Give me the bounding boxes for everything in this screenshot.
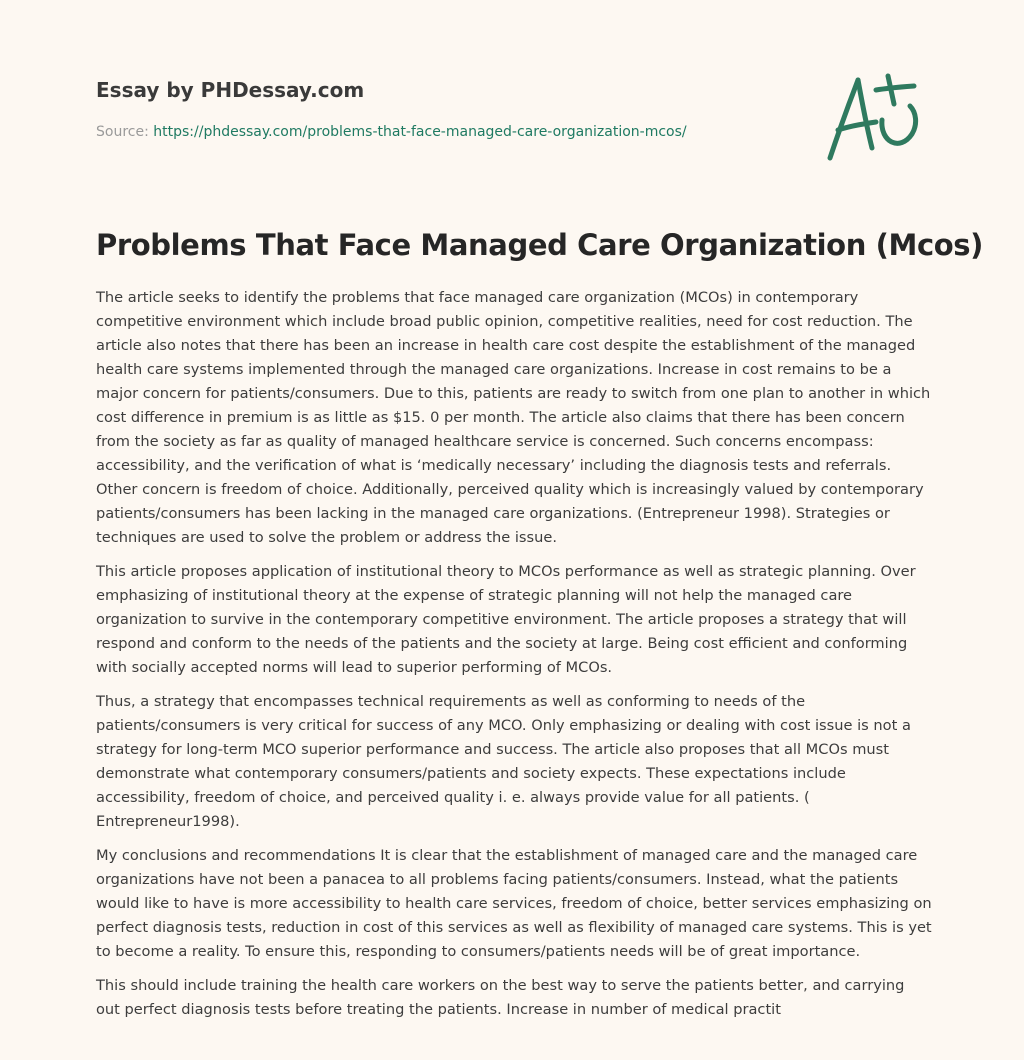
source-label: Source:	[96, 124, 154, 140]
essay-paragraph: The article seeks to identify the problems that face managed care organization (MCOs) in contemporary competitive environment which include broad public opinion, competitive realities, need for cost reduction. The article also notes that there has been an increase in health care cost despite the establishment of the managed health care systems implemented through the managed care organizations. Increase in cost remains to be a major concern for patients/consumers. Due to this, patients are ready to switch from one plan to another in which cost difference in premium is as little as $15. 0 per month. The article also claims that there has been concern from the society as far as quality of managed healthcare service is concerned. Such concerns encompass: accessibility, and the verification of what is ‘medically necessary’ including the diagnosis tests and referrals. Other concern is freedom of choice. Additionally, perceived quality which is increasingly valued by contemporary patients/consumers has been lacking in the managed care organizations. (Entrepreneur 1998). Strategies or techniques are used to solve the problem or address the issue.	[96, 289, 931, 546]
essay-body	[96, 286, 932, 1032]
site-title: Essay by PHDessay.com	[96, 78, 365, 102]
essay-paragraph: Thus, a strategy that encompasses technical requirements as well as conforming to needs of the patients/consumers is very critical for success of any MCO. Only emphasizing or dealing with cost issue is not a strategy for long-term MCO superior performance and success. The article also proposes that all MCOs must demonstrate what contemporary consumers/patients and society expects. These expectations include accessibility, freedom of choice, and perceived quality i. e. always provide value for all patients. ( Entrepreneur1998).	[96, 693, 911, 830]
a-plus-logo-svg	[822, 68, 926, 164]
a-plus-logo-icon	[822, 68, 926, 164]
essay-paragraph: This should include training the health care workers on the best way to serve the patients better, and carrying out perfect diagnosis tests before treating the patients. Increase in number of medical practit	[96, 977, 905, 1018]
essay-paragraph: This article proposes application of institutional theory to MCOs performance as well as strategic planning. Over emphasizing of institutional theory at the expense of strategic planning will not help the managed care organization to survive in the contemporary competitive environment. The article proposes a strategy that will respond and conform to the needs of the patients and the society at large. Being cost efficient and conforming with socially accepted norms will lead to superior performing of MCOs.	[96, 563, 916, 676]
essay-paragraph: My conclusions and recommendations It is clear that the establishment of managed care and the managed care organizations have not been a panacea to all problems facing patients/consumers. Instead, what the patients would like to have is more accessibility to health care services, freedom of choice, better services emphasizing on perfect diagnosis tests, reduction in cost of this services as well as flexibility of managed care systems. This is yet to become a reality. To ensure this, responding to consumers/patients needs will be of great importance.	[96, 847, 932, 960]
source-line	[96, 124, 687, 140]
essay-title: Problems That Face Managed Care Organization (Mcos)	[96, 228, 983, 262]
source-link[interactable]: https://phdessay.com/problems-that-face-managed-care-organization-mcos/	[153, 124, 687, 140]
